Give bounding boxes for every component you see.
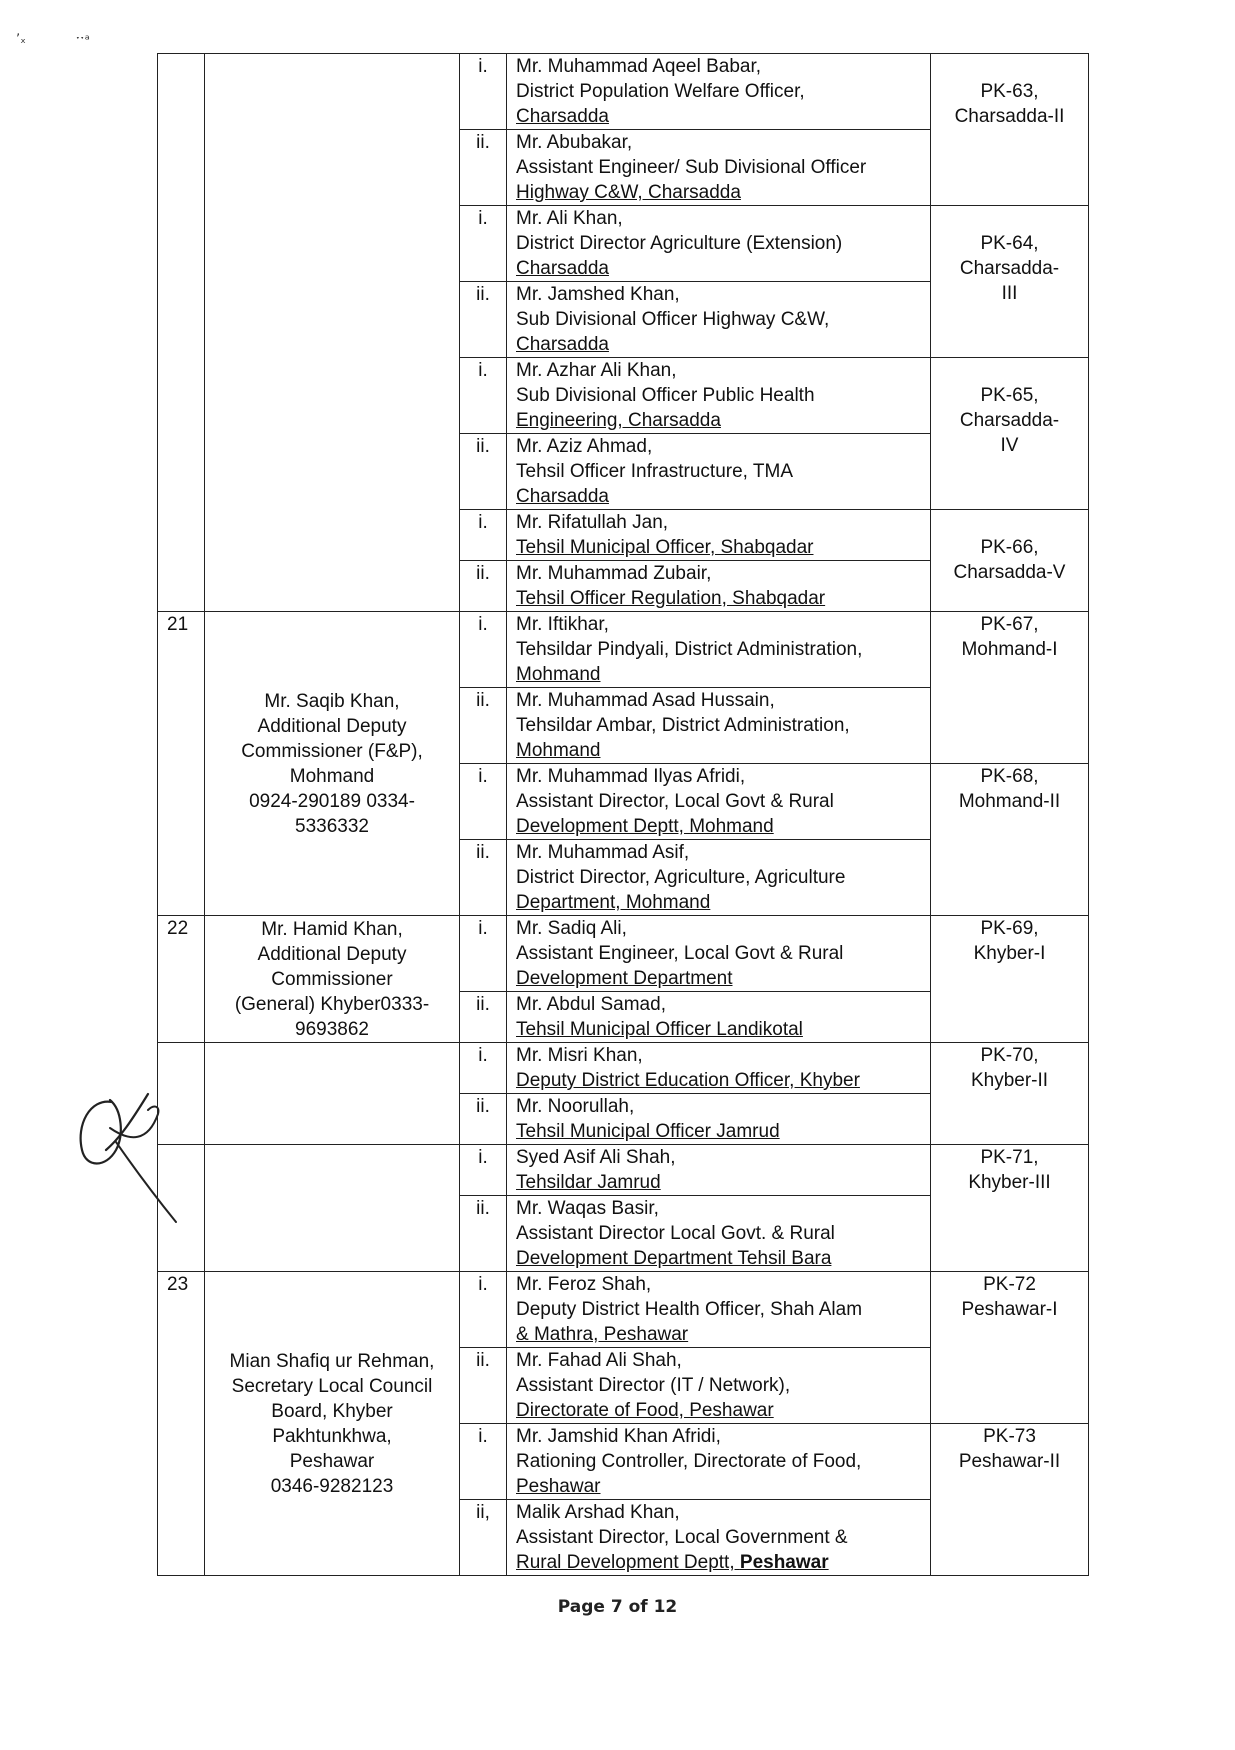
staff-designation: Assistant Director (IT / Network), (516, 1375, 791, 1396)
sub-number: ii. (460, 282, 507, 358)
staff-designation: Development Deptt, Mohmand (516, 816, 774, 837)
staff-designation: Charsadda (516, 486, 609, 507)
supervising-officer (205, 1043, 460, 1145)
staff-designation: Highway C&W, Charsadda (516, 182, 741, 203)
staff-name: Mr. Abubakar, (516, 132, 633, 153)
staff-name: Mr. Muhammad Asif, (516, 842, 690, 863)
supervising-officer (205, 1272, 460, 1576)
constituency (931, 1043, 1089, 1145)
staff-entry (507, 282, 931, 358)
staff-entry (507, 612, 931, 688)
staff-designation: Assistant Director, Local Govt & Rural (516, 791, 834, 812)
staff-assignment-table (157, 53, 1089, 1576)
sub-number: i. (460, 54, 507, 130)
staff-entry (507, 1348, 931, 1424)
constituency-line: Peshawar-II (958, 1451, 1061, 1472)
staff-designation: Deputy District Health Officer, Shah Alam (516, 1299, 863, 1320)
constituency-line: PK-67, (980, 614, 1039, 635)
supervising-officer (205, 612, 460, 916)
officer-line: Commissioner (F&P), (241, 740, 423, 762)
staff-entry (507, 561, 931, 612)
officer-line: 0924-290189 0334- (249, 790, 415, 812)
officer-line: 0346-9282123 (270, 1475, 394, 1497)
staff-name: Mr. Jamshed Khan, (516, 284, 680, 305)
staff-designation: District Population Welfare Officer, (516, 81, 805, 102)
staff-designation: Charsadda (516, 334, 609, 355)
staff-entry (507, 840, 931, 916)
staff-name: Mr. Ali Khan, (516, 208, 623, 229)
staff-entry (507, 764, 931, 840)
constituency (931, 206, 1089, 358)
staff-designation: Department, Mohmand (516, 892, 711, 913)
staff-designation: Assistant Engineer/ Sub Divisional Officer (516, 157, 867, 178)
staff-name: Mr. Muhammad Ilyas Afridi, (516, 766, 746, 787)
staff-name: Mr. Misri Khan, (516, 1045, 643, 1066)
serial-number (158, 54, 205, 612)
officer-line: Mr. Saqib Khan, (264, 690, 400, 712)
officer-line: Mr. Hamid Khan, (261, 918, 403, 940)
constituency-line: PK-73 (983, 1426, 1036, 1447)
constituency-line: Charsadda-II (954, 106, 1065, 127)
constituency-line: PK-72 (983, 1274, 1036, 1295)
constituency-line: Charsadda- (959, 258, 1060, 279)
officer-line: 5336332 (295, 815, 369, 837)
sub-number: i. (460, 206, 507, 282)
serial-number: 22 (158, 916, 205, 1043)
officer-line: Secretary Local Council (231, 1375, 433, 1397)
constituency-line: Charsadda-V (953, 562, 1066, 583)
table-row (158, 1043, 1089, 1094)
officer-line: Pakhtunkhwa, (272, 1425, 392, 1447)
sub-number: ii. (460, 561, 507, 612)
staff-name: Mr. Muhammad Aqeel Babar, (516, 56, 762, 77)
staff-name: Mr. Jamshid Khan Afridi, (516, 1426, 721, 1447)
staff-entry (507, 992, 931, 1043)
staff-designation: Tehsil Officer Infrastructure, TMA (516, 461, 793, 482)
staff-entry (507, 434, 931, 510)
staff-designation: Tehsildar Ambar, District Administration, (516, 715, 850, 736)
table-row (158, 54, 1089, 130)
staff-designation: Rationing Controller, Directorate of Food, (516, 1451, 862, 1472)
officer-line: Additional Deputy (257, 715, 407, 737)
staff-designation: Deputy District Education Officer, Khyber (516, 1070, 860, 1091)
staff-entry (507, 1094, 931, 1145)
supervising-officer (205, 1145, 460, 1272)
staff-designation: Tehsil Municipal Officer, Shabqadar (516, 537, 814, 558)
scan-mark-left: ʼₓ (16, 32, 26, 47)
sub-number: ii. (460, 1196, 507, 1272)
staff-name: Mr. Muhammad Asad Hussain, (516, 690, 775, 711)
handwritten-initials (70, 1080, 180, 1230)
staff-name: Mr. Rifatullah Jan, (516, 512, 669, 533)
staff-name: Syed Asif Ali Shah, (516, 1147, 676, 1168)
constituency-line: PK-63, (980, 81, 1039, 102)
staff-entry (507, 916, 931, 992)
constituency-line: IV (1000, 435, 1019, 456)
officer-line: (General) Khyber0333- (234, 993, 430, 1015)
scan-mark-right: ˑˑᵃ (76, 33, 90, 48)
staff-designation: Mohmand (516, 664, 601, 685)
constituency-line: Mohmand-II (958, 791, 1061, 812)
officer-line: Mohmand (289, 765, 375, 787)
officer-line: Commissioner (271, 968, 393, 990)
staff-name: Malik Arshad Khan, (516, 1502, 680, 1523)
staff-designation: Charsadda (516, 106, 609, 127)
table-row (158, 1272, 1089, 1348)
sub-number: i. (460, 1424, 507, 1500)
staff-name: Mr. Noorullah, (516, 1096, 635, 1117)
sub-number: i. (460, 916, 507, 992)
constituency (931, 1424, 1089, 1576)
staff-entry (507, 1272, 931, 1348)
constituency-line: PK-71, (980, 1147, 1039, 1168)
staff-name: Mr. Feroz Shah, (516, 1274, 652, 1295)
constituency-line: PK-66, (980, 537, 1039, 558)
sub-number: i. (460, 1145, 507, 1196)
serial-number: 21 (158, 612, 205, 916)
staff-name: Mr. Muhammad Zubair, (516, 563, 712, 584)
officer-line: Board, Khyber (271, 1400, 393, 1422)
sub-number: i. (460, 510, 507, 561)
staff-name: Mr. Aziz Ahmad, (516, 436, 653, 457)
constituency (931, 1145, 1089, 1272)
officer-line: 9693862 (295, 1018, 369, 1040)
staff-designation: Peshawar (516, 1476, 601, 1497)
constituency-line: Mohmand-I (961, 639, 1058, 660)
staff-entry (507, 1196, 931, 1272)
staff-designation: & Mathra, Peshawar (516, 1324, 689, 1345)
sub-number: ii. (460, 992, 507, 1043)
sub-number: ii. (460, 840, 507, 916)
staff-designation: District Director, Agriculture, Agriculture (516, 867, 846, 888)
constituency (931, 358, 1089, 510)
staff-name: Mr. Waqas Basir, (516, 1198, 659, 1219)
sub-number: i. (460, 1043, 507, 1094)
staff-designation: Tehsil Municipal Officer Landikotal (516, 1019, 803, 1040)
supervising-officer (205, 54, 460, 612)
sub-number: i. (460, 612, 507, 688)
staff-designation: Assistant Director, Local Government & (516, 1527, 848, 1548)
staff-designation: Engineering, Charsadda (516, 410, 721, 431)
staff-entry (507, 1424, 931, 1500)
constituency (931, 54, 1089, 206)
sub-number: i. (460, 1272, 507, 1348)
staff-designation: Tehsildar Jamrud (516, 1172, 661, 1193)
staff-designation: Rural Development Deptt, Peshawar (516, 1552, 829, 1573)
bold-district: Peshawar (739, 1552, 829, 1573)
table-body (158, 54, 1089, 1576)
officer-line: Mian Shafiq ur Rehman, (229, 1350, 435, 1372)
staff-designation: Sub Divisional Officer Public Health (516, 385, 815, 406)
staff-entry (507, 510, 931, 561)
sub-number: ii, (460, 1500, 507, 1576)
sub-number: ii. (460, 130, 507, 206)
table-row (158, 1145, 1089, 1196)
constituency (931, 764, 1089, 916)
officer-line: Additional Deputy (257, 943, 407, 965)
staff-designation: Directorate of Food, Peshawar (516, 1400, 774, 1421)
staff-entry (507, 54, 931, 130)
staff-name: Mr. Azhar Ali Khan, (516, 360, 677, 381)
staff-entry (507, 130, 931, 206)
staff-designation: Tehsildar Pindyali, District Administration, (516, 639, 863, 660)
constituency-line: PK-64, (980, 233, 1039, 254)
staff-name: Mr. Iftikhar, (516, 614, 609, 635)
sub-number: ii. (460, 1348, 507, 1424)
constituency (931, 612, 1089, 764)
constituency-line: PK-65, (980, 385, 1039, 406)
sub-number: i. (460, 358, 507, 434)
staff-designation: Tehsil Municipal Officer Jamrud (516, 1121, 780, 1142)
table-row (158, 916, 1089, 992)
serial-number: 23 (158, 1272, 205, 1576)
constituency-line: Khyber-II (970, 1070, 1049, 1091)
staff-entry (507, 1145, 931, 1196)
staff-designation: Development Department Tehsil Bara (516, 1248, 832, 1269)
staff-entry (507, 688, 931, 764)
sub-number: ii. (460, 434, 507, 510)
constituency-line: PK-68, (980, 766, 1039, 787)
constituency (931, 510, 1089, 612)
staff-entry (507, 1043, 931, 1094)
staff-designation: Development Department (516, 968, 733, 989)
staff-name: Mr. Sadiq Ali, (516, 918, 627, 939)
staff-designation: Assistant Engineer, Local Govt & Rural (516, 943, 844, 964)
staff-designation: Sub Divisional Officer Highway C&W, (516, 309, 830, 330)
staff-name: Mr. Abdul Samad, (516, 994, 666, 1015)
table-row (158, 612, 1089, 688)
staff-entry (507, 358, 931, 434)
staff-entry (507, 206, 931, 282)
constituency-line: Peshawar-I (961, 1299, 1058, 1320)
staff-designation: Tehsil Officer Regulation, Shabqadar (516, 588, 826, 609)
staff-designation: Mohmand (516, 740, 601, 761)
constituency-line: Khyber-III (968, 1172, 1051, 1193)
constituency-line: PK-69, (980, 918, 1039, 939)
staff-entry (507, 1500, 931, 1576)
constituency-line: Charsadda- (959, 410, 1060, 431)
sub-number: i. (460, 764, 507, 840)
staff-name: Mr. Fahad Ali Shah, (516, 1350, 682, 1371)
constituency-line: III (1001, 283, 1018, 304)
staff-designation: Charsadda (516, 258, 609, 279)
constituency-line: PK-70, (980, 1045, 1039, 1066)
officer-line: Peshawar (289, 1450, 375, 1472)
sub-number: ii. (460, 1094, 507, 1145)
staff-designation: Assistant Director Local Govt. & Rural (516, 1223, 835, 1244)
constituency (931, 1272, 1089, 1424)
constituency (931, 916, 1089, 1043)
supervising-officer (205, 916, 460, 1043)
staff-designation: District Director Agriculture (Extension) (516, 233, 843, 254)
page-number: Page 7 of 12 (557, 1597, 678, 1617)
sub-number: ii. (460, 688, 507, 764)
constituency-line: Khyber-I (973, 943, 1046, 964)
